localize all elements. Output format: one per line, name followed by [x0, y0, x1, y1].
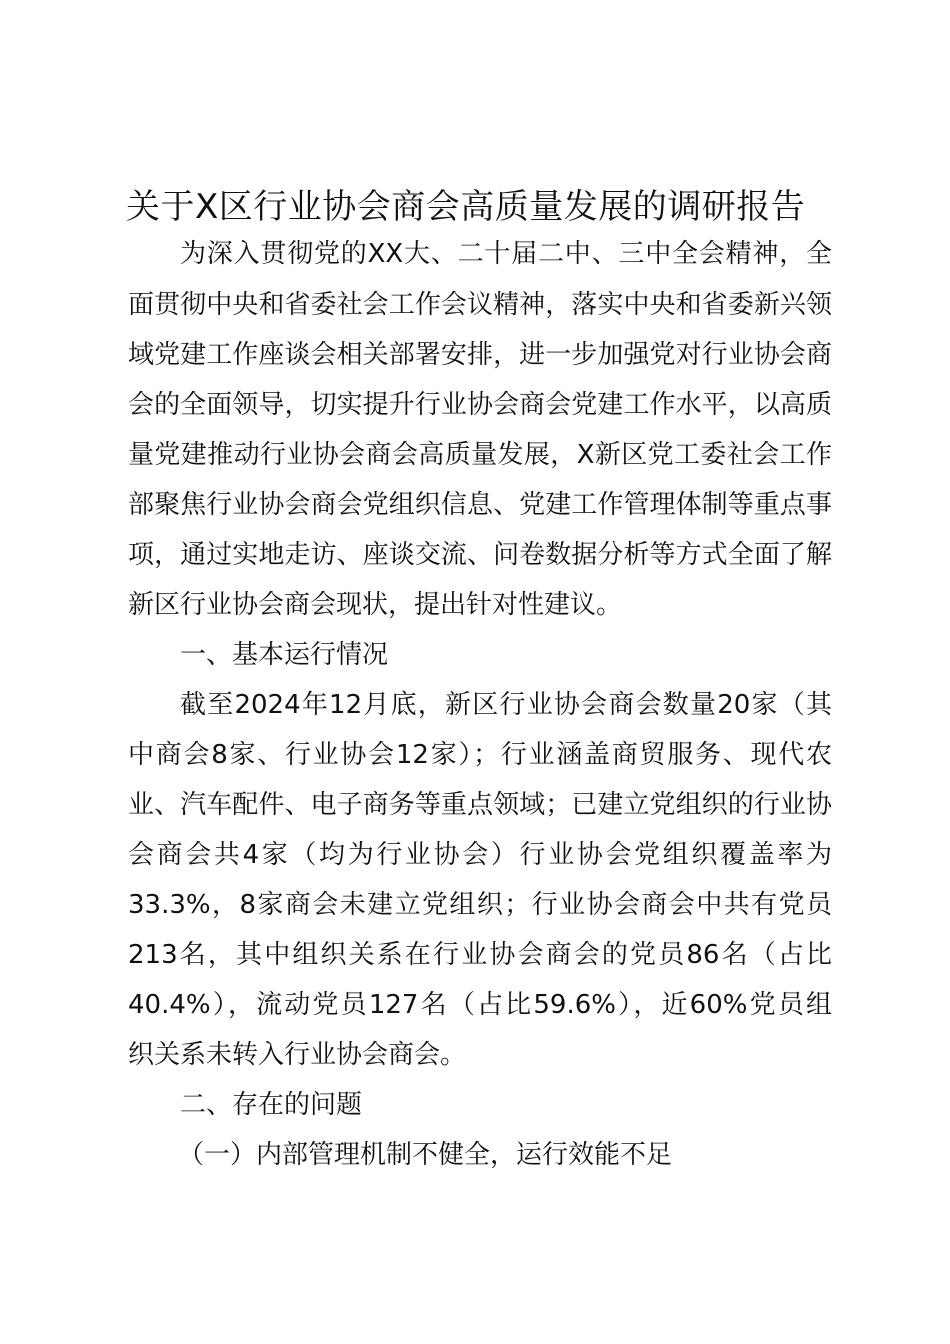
paragraph-line: 33.3%，8家商会未建立党组织；行业协会商会中共有党员	[128, 890, 832, 920]
paragraph-line: 会商会共4家（均为行业协会）行业协会党组织覆盖率为	[128, 840, 832, 870]
paragraph-line: 为深入贯彻党的XX大、二十届二中、三中全会精神，全	[180, 239, 832, 269]
paragraph-line: 213名，其中组织关系在行业协会商会的党员86名（占比	[128, 940, 832, 970]
paragraph-line: 新区行业协会商会现状，提出针对性建议。	[128, 590, 623, 620]
paragraph-line: 中商会8家、行业协会12家）；行业涵盖商贸服务、现代农	[128, 740, 832, 770]
paragraph-line: 域党建工作座谈会相关部署安排，进一步加强党对行业协会商	[128, 340, 832, 370]
paragraph-line: 40.4%），流动党员127名（占比59.6%），近60%党员组	[128, 990, 832, 1020]
subsection-heading: （一）内部管理机制不健全，运行效能不足	[178, 1140, 673, 1170]
document-title: 关于X区行业协会商会高质量发展的调研报告	[126, 187, 806, 227]
section-heading: 二、存在的问题	[180, 1090, 363, 1120]
paragraph-line: 量党建推动行业协会商会高质量发展，X新区党工委社会工作	[128, 440, 832, 470]
paragraph-line: 项，通过实地走访、座谈交流、问卷数据分析等方式全面了解	[128, 540, 832, 570]
section-heading: 一、基本运行情况	[180, 640, 389, 670]
paragraph-line: 织关系未转入行业协会商会。	[128, 1040, 467, 1070]
paragraph-line: 业、汽车配件、电子商务等重点领域；已建立党组织的行业协	[128, 790, 832, 820]
paragraph-line: 会的全面领导，切实提升行业协会商会党建工作水平，以高质	[128, 390, 832, 420]
paragraph-line: 截至2024年12月底，新区行业协会商会数量20家（其	[180, 690, 832, 720]
paragraph-line: 面贯彻中央和省委社会工作会议精神，落实中央和省委新兴领	[128, 290, 832, 320]
paragraph-line: 部聚焦行业协会商会党组织信息、党建工作管理体制等重点事	[128, 490, 832, 520]
